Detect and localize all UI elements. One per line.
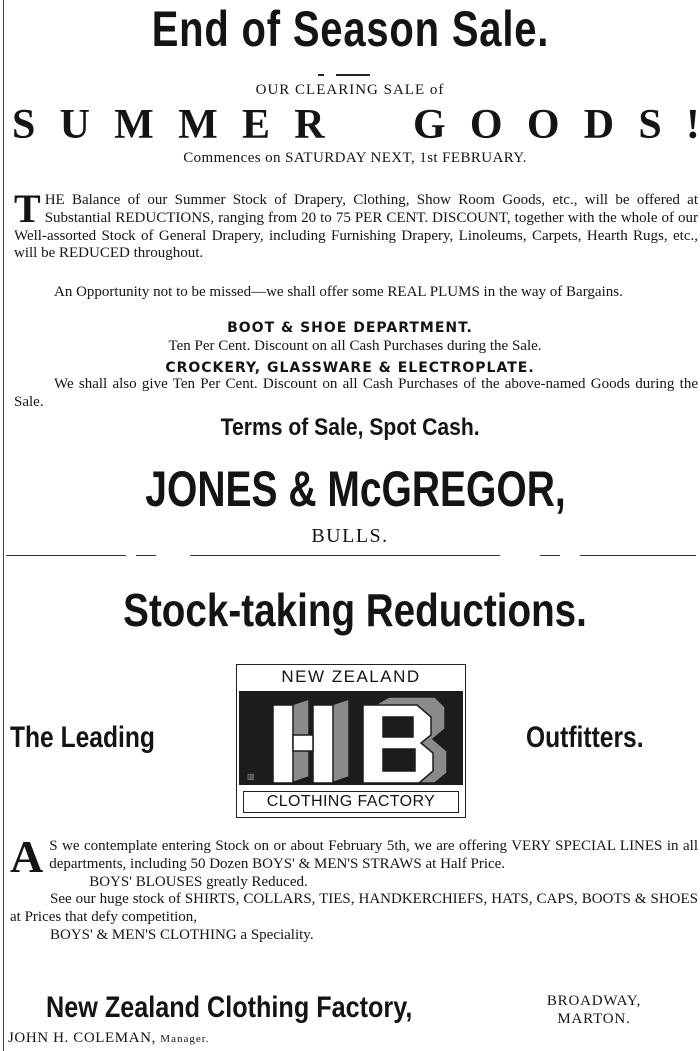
heading-letter: D bbox=[583, 102, 615, 148]
factory-address bbox=[514, 992, 674, 1028]
heading-letter: E bbox=[241, 102, 270, 148]
stock-taking-headline: Stock-taking Reductions. bbox=[123, 584, 587, 636]
paragraph-line: S we contemplate entering Stock on or about February 5th, we are offering VERY SPECIAL LINES in all departments, including 50 Dozen BOYS' & MEN'S STRAWS at Half Price. bbox=[49, 838, 698, 872]
opportunity-paragraph: An Opportunity not to be missed—we shall offer some REAL PLUMS in the way of Bargains. bbox=[54, 284, 623, 300]
heading-space bbox=[349, 100, 389, 150]
separator-rule bbox=[190, 555, 500, 556]
clearing-sale-subheading: OUR CLEARING SALE of bbox=[255, 82, 445, 98]
logo-monogram-panel bbox=[239, 691, 463, 785]
sale-body-paragraph bbox=[14, 186, 698, 263]
stock-taking-paragraph bbox=[10, 831, 698, 945]
firm-name: JONES & McGREGOR, bbox=[144, 461, 566, 517]
heading-letter: R bbox=[294, 102, 325, 148]
paragraph-text: HE Balance of our Summer Stock of Drapery, Clothing, Show Room Goods, etc., will be offered at Substantial REDUCTIONS, ranging from 20 to 75 PER CENT. DISCOUNT, together with the whole of our Well-assorted Stock of General Drapery, including Furnishing Drapery, Linoleums, Carpets, Hearth Rugs, etc., will be REDUCED throughout. bbox=[14, 192, 698, 262]
commences-line: Commences on SATURDAY NEXT, 1st FEBRUARY. bbox=[183, 150, 527, 166]
dash-ornament bbox=[336, 74, 370, 76]
heading-letter: G bbox=[413, 102, 446, 148]
heading-letter: O bbox=[526, 102, 560, 148]
outfitters-text: Outfitters. bbox=[526, 721, 644, 754]
hb-monogram-icon bbox=[239, 691, 463, 785]
heading-letter: S bbox=[638, 102, 662, 148]
separator-rule bbox=[540, 555, 560, 556]
paragraph-line: BOYS' & MEN'S CLOTHING a Speciality. bbox=[50, 926, 314, 943]
hb-clothing-factory-logo bbox=[236, 664, 466, 818]
summer-goods-heading bbox=[12, 100, 700, 150]
crockery-department-title: CROCKERY, GLASSWARE & ELECTROPLATE. bbox=[165, 360, 535, 376]
svg-text:▥: ▥ bbox=[247, 772, 255, 781]
manager-line bbox=[8, 1030, 210, 1047]
manager-name: JOHN H. COLEMAN, bbox=[8, 1030, 156, 1046]
heading-letter: U bbox=[59, 102, 90, 148]
leading-text: The Leading bbox=[10, 721, 155, 754]
paragraph-line: See our huge stock of SHIRTS, COLLARS, TIES, HANDKERCHIEFS, HATS, CAPS, BOOTS & SHOES at Prices that defy competition, bbox=[10, 891, 698, 926]
nz-clothing-factory-name: New Zealand Clothing Factory, bbox=[46, 991, 413, 1024]
heading-letter: M bbox=[114, 102, 154, 148]
terms-of-sale: Terms of Sale, Spot Cash. bbox=[220, 414, 480, 441]
drop-cap: A bbox=[10, 831, 44, 882]
separator-rule bbox=[6, 555, 126, 556]
heading-letter: S bbox=[12, 102, 36, 148]
logo-top-text: NEW ZEALAND bbox=[281, 667, 421, 686]
address-line: MARTON. bbox=[557, 1011, 631, 1027]
separator-rule bbox=[136, 555, 156, 556]
heading-letter: O bbox=[469, 102, 503, 148]
paragraph-line: BOYS' BLOUSES greatly Reduced. bbox=[89, 873, 308, 890]
separator-rule bbox=[580, 555, 696, 556]
boot-shoe-department-text: Ten Per Cent. Discount on all Cash Purchases during the Sale. bbox=[168, 338, 542, 354]
manager-title: Manager. bbox=[160, 1033, 210, 1045]
firm-town: BULLS. bbox=[311, 525, 389, 547]
dash-ornament bbox=[318, 74, 324, 76]
address-line: BROADWAY, bbox=[546, 993, 642, 1009]
crockery-department-text: We shall also give Ten Per Cent. Discount on all Cash Purchases of the above-named Goods during the Sale. bbox=[14, 376, 698, 410]
logo-bottom-text: CLOTHING FACTORY bbox=[243, 791, 459, 813]
heading-letter: ! bbox=[685, 102, 700, 148]
end-of-season-headline: End of Season Sale. bbox=[151, 1, 549, 57]
boot-shoe-department-title: BOOT & SHOE DEPARTMENT. bbox=[227, 320, 473, 336]
drop-cap: T bbox=[14, 186, 41, 231]
heading-letter: M bbox=[178, 102, 218, 148]
